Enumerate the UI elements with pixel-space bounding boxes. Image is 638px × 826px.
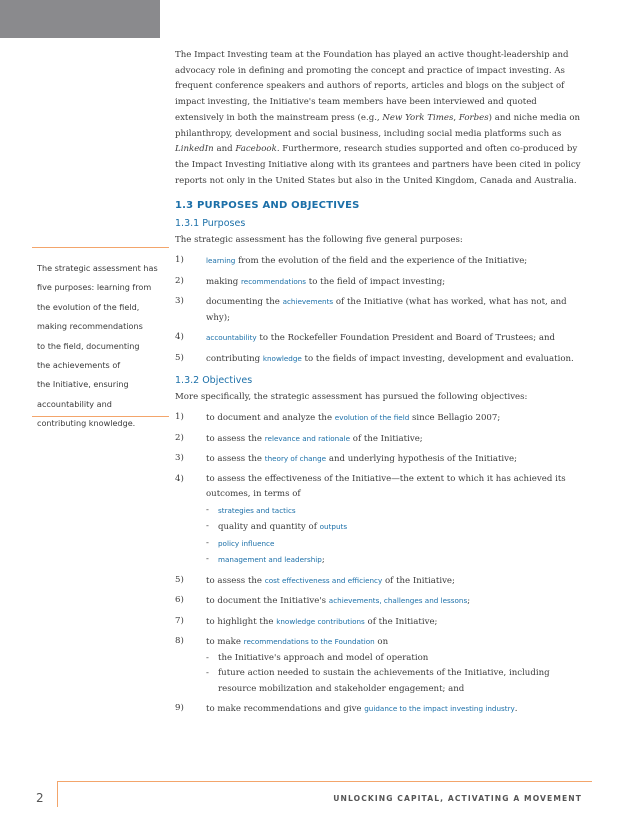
purposes-heading: 1.3.1 Purposes — [175, 218, 246, 230]
sub-list-item — [206, 503, 585, 520]
purposes-intro: The strategic assessment has the following five general purposes: — [175, 235, 463, 246]
item-keyword: knowledge contributions — [276, 616, 365, 626]
dash-bullet: - — [206, 668, 209, 679]
item-number: 1) — [175, 412, 184, 423]
item-text: ; — [321, 555, 325, 566]
sub-list-item — [206, 536, 585, 553]
objectives-list — [175, 410, 585, 718]
item-text: to the fields of impact investing, development and evaluation. — [304, 353, 574, 364]
item-keyword: achievements — [282, 297, 334, 307]
intro-text: The Impact Investing team at the Foundation has played an active thought-leadership and advocacy role in defining and promoting the concept and practice of impact investing. As frequent conference speakers and authors of reports, articles and blogs on the subject of impact investing, the Initiative's team members have been interviewed and quoted extensively in both the mainstream press (e.g., — [175, 50, 569, 123]
item-text: . — [514, 704, 518, 715]
list-item — [175, 294, 585, 326]
purposes-list — [175, 253, 585, 367]
objectives-intro: More specifically, the strategic assessment has pursued the following objectives: — [175, 392, 528, 403]
page-number: 2 — [36, 791, 44, 805]
item-number: 1) — [175, 255, 184, 266]
objectives-heading: 1.3.2 Objectives — [175, 375, 253, 387]
corner-block — [0, 0, 160, 38]
list-item — [175, 593, 585, 610]
item-text: ; — [467, 596, 471, 607]
sub-list-item — [206, 666, 585, 697]
item-text: the Initiative's approach and model of operation — [218, 652, 429, 663]
item-number: 4) — [175, 332, 184, 343]
item-number: 3) — [175, 296, 184, 307]
item-number: 3) — [175, 453, 184, 464]
item-keyword: management and leadership — [218, 555, 322, 565]
list-item — [175, 253, 585, 270]
section-heading: 1.3 PURPOSES AND OBJECTIVES — [175, 200, 360, 212]
item-keyword: recommendations to the Foundation — [243, 637, 375, 647]
item-keyword: achievements, challenges and lessons — [328, 596, 468, 606]
main-column — [175, 48, 585, 722]
list-item — [175, 701, 585, 718]
sub-list — [206, 503, 585, 569]
footer-rule — [57, 781, 592, 782]
item-text: to document the Initiative's — [206, 596, 327, 607]
item-text: making — [206, 276, 239, 287]
intro-linkedin: LinkedIn — [175, 144, 214, 155]
dash-bullet: - — [206, 521, 209, 532]
item-number: 4) — [175, 473, 184, 484]
dash-bullet: - — [206, 554, 209, 565]
item-number: 7) — [175, 615, 184, 626]
list-item — [175, 451, 585, 468]
sub-list — [206, 651, 585, 698]
item-number: 2) — [175, 275, 184, 286]
item-keyword: relevance and rationale — [264, 433, 351, 443]
list-item — [175, 614, 585, 631]
sidebar-line: the Initiative, ensuring — [37, 379, 129, 390]
item-text: future action needed to sustain the achievements of the Initiative, including resource mobilization and stakeholder engagement; and — [218, 668, 550, 694]
item-keyword: strategies and tactics — [218, 505, 296, 515]
item-text: to the field of impact investing; — [308, 276, 446, 287]
list-item — [175, 573, 585, 590]
sub-list-item — [206, 552, 585, 569]
intro-paragraph — [175, 48, 585, 189]
item-text: documenting the — [206, 297, 280, 308]
item-text: quality and quantity of — [218, 522, 317, 533]
sidebar-line: contributing knowledge. — [37, 418, 136, 429]
item-number: 9) — [175, 703, 184, 714]
item-text: of the Initiative; — [384, 575, 455, 586]
item-text: to assess the — [206, 575, 263, 586]
item-number: 6) — [175, 595, 184, 606]
item-keyword: knowledge — [262, 353, 302, 363]
item-text: to assess the — [206, 433, 263, 444]
item-text: since Bellagio 2007; — [412, 413, 501, 424]
intro-text: and — [216, 144, 233, 155]
running-title: UNLOCKING CAPITAL, ACTIVATING A MOVEMENT — [333, 794, 582, 803]
item-number: 2) — [175, 432, 184, 443]
intro-text: , — [453, 112, 457, 123]
item-keyword: evolution of the field — [334, 413, 410, 423]
item-text: to make — [206, 637, 241, 648]
list-item — [175, 472, 585, 569]
sidebar-divider-top — [32, 247, 169, 248]
intro-forbes: Forbes — [458, 112, 489, 123]
sidebar-line: making recommendations — [37, 321, 143, 332]
item-text: to assess the effectiveness of the Initiative—the extent to which it has achieved its outcomes, in terms of — [206, 473, 566, 500]
item-keyword: cost effectiveness and efficiency — [264, 575, 383, 585]
sidebar-line: five purposes: learning from — [37, 282, 152, 293]
item-number: 5) — [175, 574, 184, 585]
dash-bullet: - — [206, 504, 209, 515]
list-item — [175, 410, 585, 427]
item-text: to document and analyze the — [206, 413, 333, 424]
list-item — [175, 351, 585, 368]
item-keyword: theory of change — [264, 454, 327, 464]
sidebar-line: the evolution of the field, — [37, 301, 140, 312]
intro-text: . Furthermore, research studies supported and often co-produced by the Impact Investing Initiative along with its grantees and partners have been cited in policy reports not only in the United States but also in the United Kingdom, Canada and Australia. — [175, 144, 581, 186]
item-number: 5) — [175, 352, 184, 363]
list-item — [175, 431, 585, 448]
sidebar-line: accountability and — [37, 398, 112, 409]
item-keyword: recommendations — [241, 276, 307, 286]
footer-bracket — [57, 781, 58, 807]
intro-text: ) and niche media on philanthropy, development and social business, including social media platforms such as — [175, 112, 581, 139]
list-item — [175, 330, 585, 347]
intro-nyt: New York Times — [382, 112, 454, 123]
item-text: of the Initiative; — [367, 616, 438, 627]
sidebar-callout — [37, 259, 162, 434]
item-text: contributing — [206, 353, 261, 364]
item-text: to the Rockefeller Foundation President and Board of Trustees; and — [259, 333, 555, 344]
item-number: 8) — [175, 636, 184, 647]
item-text: on — [377, 637, 389, 648]
sidebar-line: The strategic assessment has — [37, 263, 158, 273]
item-text: and underlying hypothesis of the Initiative; — [328, 454, 517, 465]
item-text: to highlight the — [206, 616, 274, 627]
item-text: of the Initiative; — [352, 433, 423, 444]
dash-bullet: - — [206, 652, 209, 663]
item-keyword: learning — [206, 256, 236, 266]
sub-list-item — [206, 651, 585, 667]
item-keyword: guidance to the impact investing industry — [364, 704, 515, 714]
item-keyword: accountability — [206, 333, 257, 343]
item-text: of the Initiative (what has worked, what has not, and why); — [206, 297, 567, 323]
dash-bullet: - — [206, 537, 209, 548]
sidebar-line: the achievements of — [37, 360, 121, 371]
item-text: to assess the — [206, 454, 263, 465]
sidebar-line: to the field, documenting — [37, 340, 140, 351]
item-keyword: outputs — [319, 522, 348, 532]
sidebar-divider-bottom — [32, 416, 169, 417]
intro-facebook: Facebook — [235, 144, 277, 155]
sub-list-item — [206, 519, 585, 536]
item-text: to make recommendations and give — [206, 704, 362, 715]
item-text: from the evolution of the field and the experience of the Initiative; — [238, 256, 528, 267]
item-keyword: policy influence — [218, 538, 275, 548]
list-item — [175, 634, 585, 697]
list-item — [175, 274, 585, 291]
